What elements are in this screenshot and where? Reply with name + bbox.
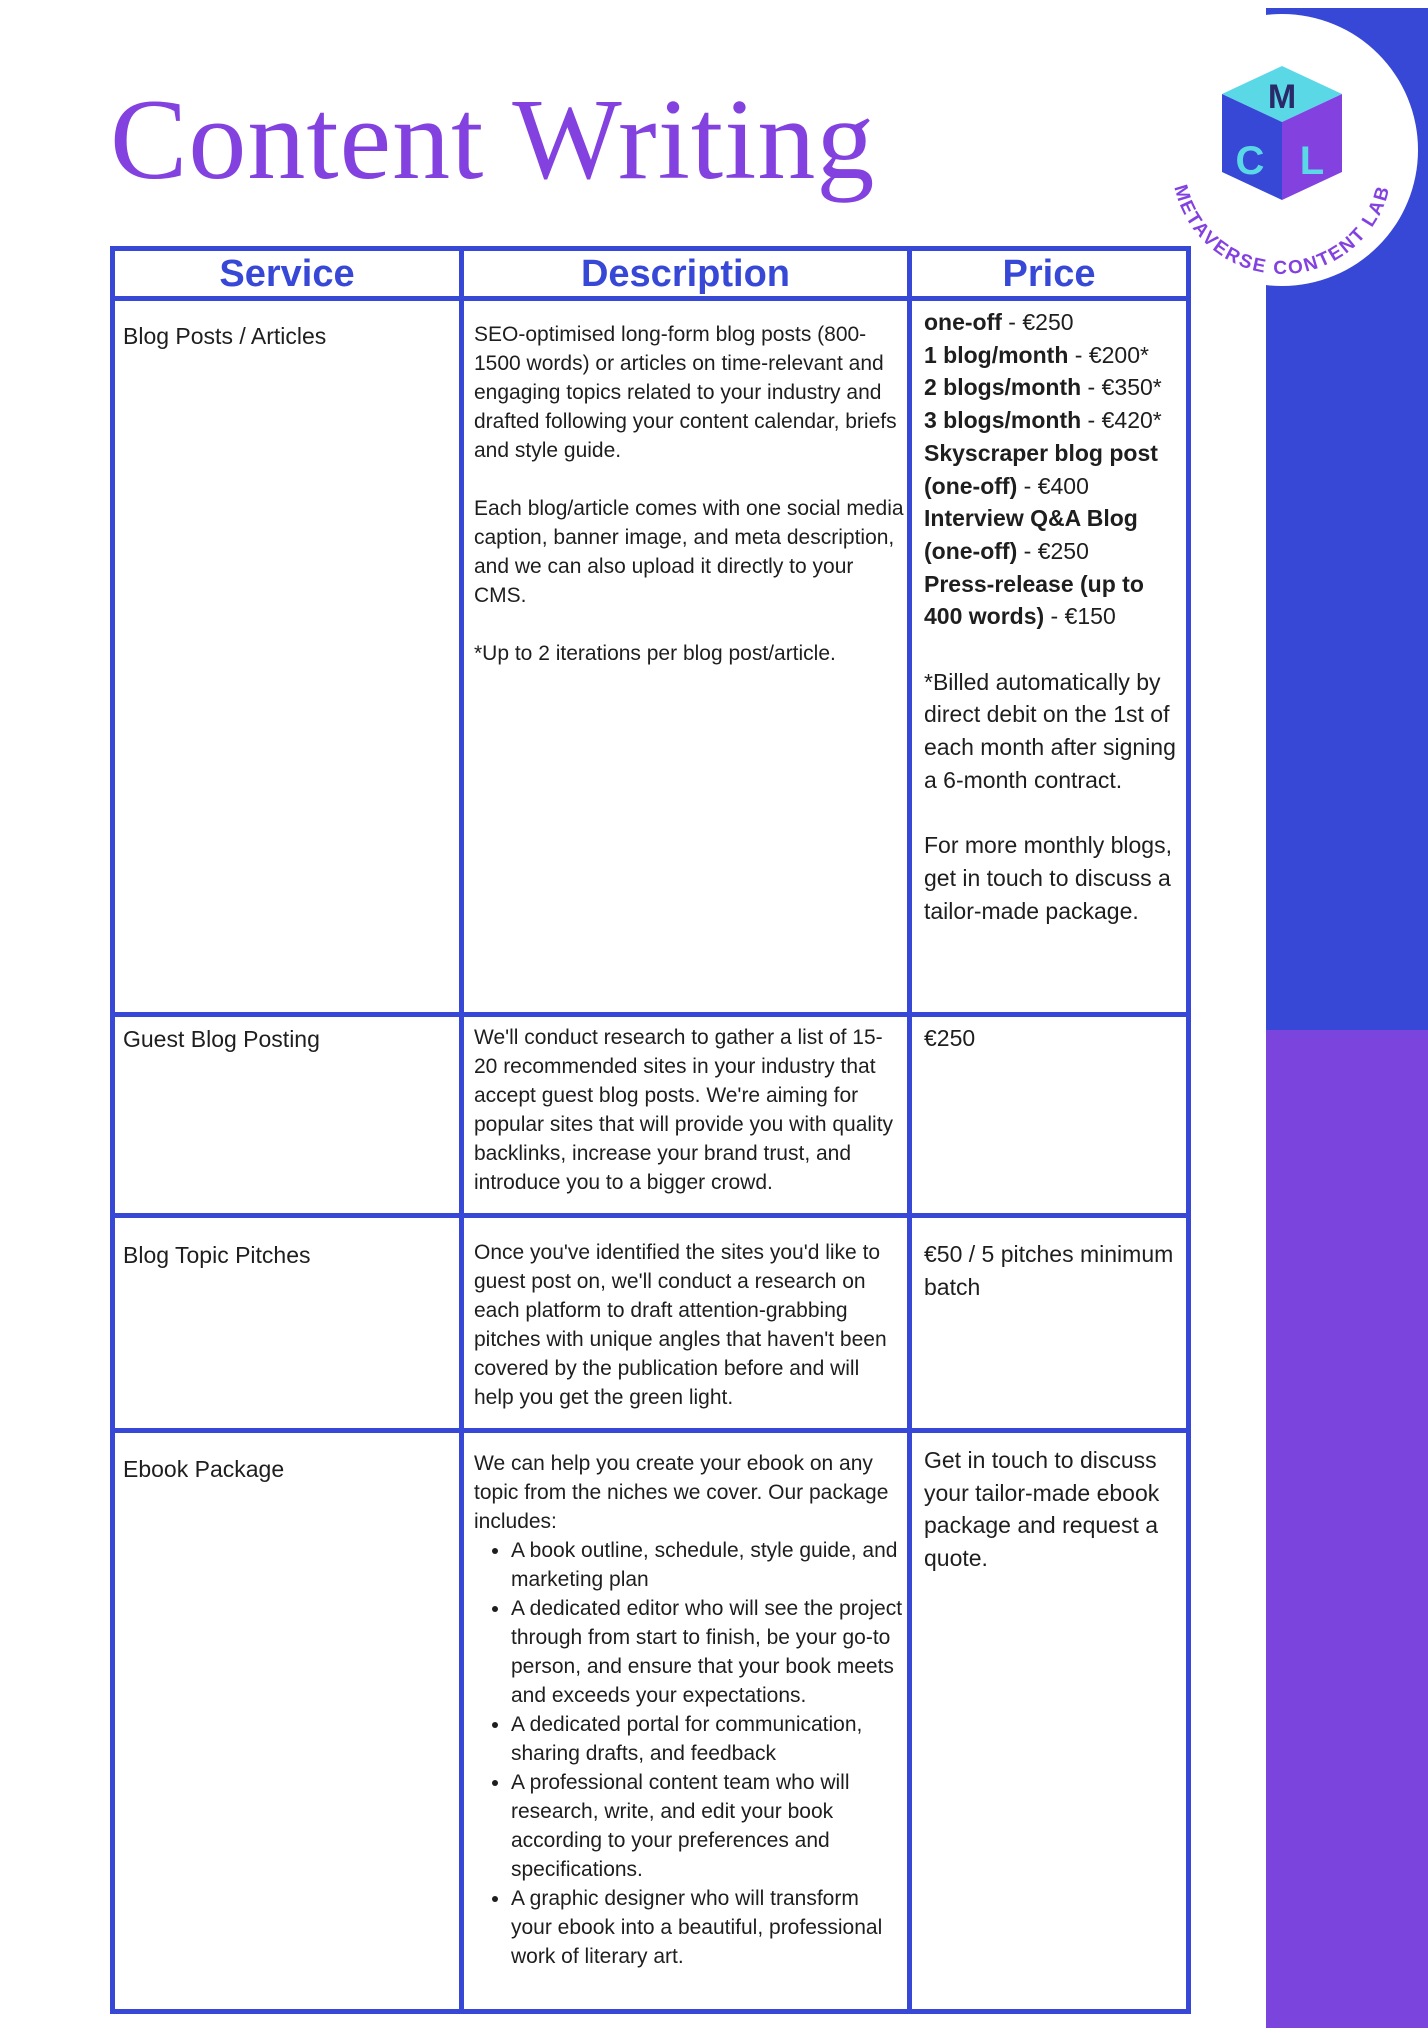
row-divider-1 (110, 1012, 1191, 1017)
price-note-billing: *Billed automatically by direct debit on the 1st of each month after signing a 6-month contract. (924, 668, 1176, 793)
service-guest-blog: Guest Blog Posting (123, 1026, 320, 1052)
description-topic-pitches: Once you've identified the sites you'd like to guest post on, we'll conduct a research on each platform to draft attention-grabbing pitches with unique angles that haven't been covered by the publication before and will help you get the green light. (474, 1241, 887, 1409)
description-paragraph: Each blog/article comes with one social media caption, banner image, and meta description, and we can also upload it directly to your CMS. (474, 497, 904, 607)
price-guest-blog: €250 (924, 1025, 976, 1051)
logo-letter-m: M (1267, 78, 1297, 116)
price-label: 3 blogs/month (924, 407, 1082, 434)
price-line (924, 568, 1186, 633)
ebook-includes-list (474, 1536, 904, 1971)
header-description: Description (580, 253, 791, 295)
description-ebook (474, 1449, 904, 1971)
price-line (924, 306, 1186, 339)
description-paragraph: *Up to 2 iterations per blog post/article. (474, 642, 836, 665)
list-item: • A graphic designer who will transform your ebook into a beautiful, professional work of literary art. (511, 1884, 904, 1971)
price-value: - €150 (1044, 603, 1116, 630)
price-label: 2 blogs/month (924, 374, 1082, 401)
service-blog-posts: Blog Posts / Articles (123, 323, 327, 349)
price-topic-pitches: €50 / 5 pitches minimum batch (924, 1241, 1174, 1300)
description-paragraph: SEO-optimised long-form blog posts (800-1500 words) or articles on time-relevant and engaging topics related to your industry and drafted following your content calendar, briefs and style guide. (474, 323, 897, 462)
price-value: - €350* (1081, 374, 1162, 401)
price-value: - €250 (1001, 309, 1074, 335)
price-line (924, 404, 1186, 437)
price-value: - €250 (1017, 537, 1089, 564)
service-topic-pitches: Blog Topic Pitches (123, 1242, 311, 1268)
header-service: Service (219, 253, 355, 295)
table-border-top (110, 246, 1191, 251)
side-strip-purple (1266, 1030, 1428, 2028)
price-value: - €200* (1068, 341, 1149, 368)
price-label: one-off (924, 309, 1002, 335)
price-value: - €420* (1081, 407, 1162, 434)
price-line (924, 502, 1186, 567)
list-item: • A dedicated editor who will see the project through from start to finish, be your go-to person, and ensure that your book meets and exceeds your expectations. (511, 1594, 904, 1710)
description-blog-posts (474, 320, 904, 668)
price-line (924, 371, 1186, 404)
header-divider (110, 296, 1191, 301)
table-border-left (110, 246, 115, 2014)
price-label: Press-release (up to 400 words) (924, 570, 1144, 630)
price-line (924, 437, 1186, 502)
ebook-intro: We can help you create your ebook on any topic from the niches we cover. Our package includes: (474, 1452, 889, 1533)
price-ebook: Get in touch to discuss your tailor-made ebook package and request a quote. (924, 1447, 1160, 1572)
service-ebook: Ebook Package (123, 1456, 285, 1482)
table-divider-2 (907, 246, 912, 2014)
description-guest-blog: We'll conduct research to gather a list of 15-20 recommended sites in your industry that accept guest blog posts. We're aiming for popular sites that will provide you with quality backlinks, increase your brand trust, and introduce you to a bigger crowd. (474, 1026, 894, 1194)
price-value: - €400 (1017, 472, 1089, 499)
logo-letter-c: C (1235, 139, 1265, 183)
price-blog-posts (924, 306, 1186, 927)
pricing-table (110, 246, 1191, 2014)
list-item: • A book outline, schedule, style guide, and marketing plan (511, 1536, 904, 1594)
price-note-more: For more monthly blogs, get in touch to discuss a tailor-made package. (924, 832, 1172, 924)
header-price: Price (1002, 253, 1096, 295)
table-divider-1 (459, 246, 464, 2014)
price-line (924, 339, 1186, 372)
table-border-bottom (110, 2009, 1191, 2014)
logo-letter-l: L (1299, 139, 1325, 183)
row-divider-3 (110, 1428, 1191, 1433)
logo-text: METAVERSE CONTENT LAB (1169, 182, 1395, 280)
price-label: Skyscraper blog post (one-off) (924, 439, 1158, 499)
list-item: • A professional content team who will research, write, and edit your book according to your preferences and specifications. (511, 1768, 904, 1884)
table-border-right (1186, 246, 1191, 2014)
list-item: • A dedicated portal for communication, sharing drafts, and feedback (511, 1710, 904, 1768)
price-label: 1 blog/month (924, 341, 1069, 368)
row-divider-2 (110, 1213, 1191, 1218)
page-title: Content Writing (110, 76, 876, 204)
price-label: Interview Q&A Blog (one-off) (924, 505, 1138, 564)
